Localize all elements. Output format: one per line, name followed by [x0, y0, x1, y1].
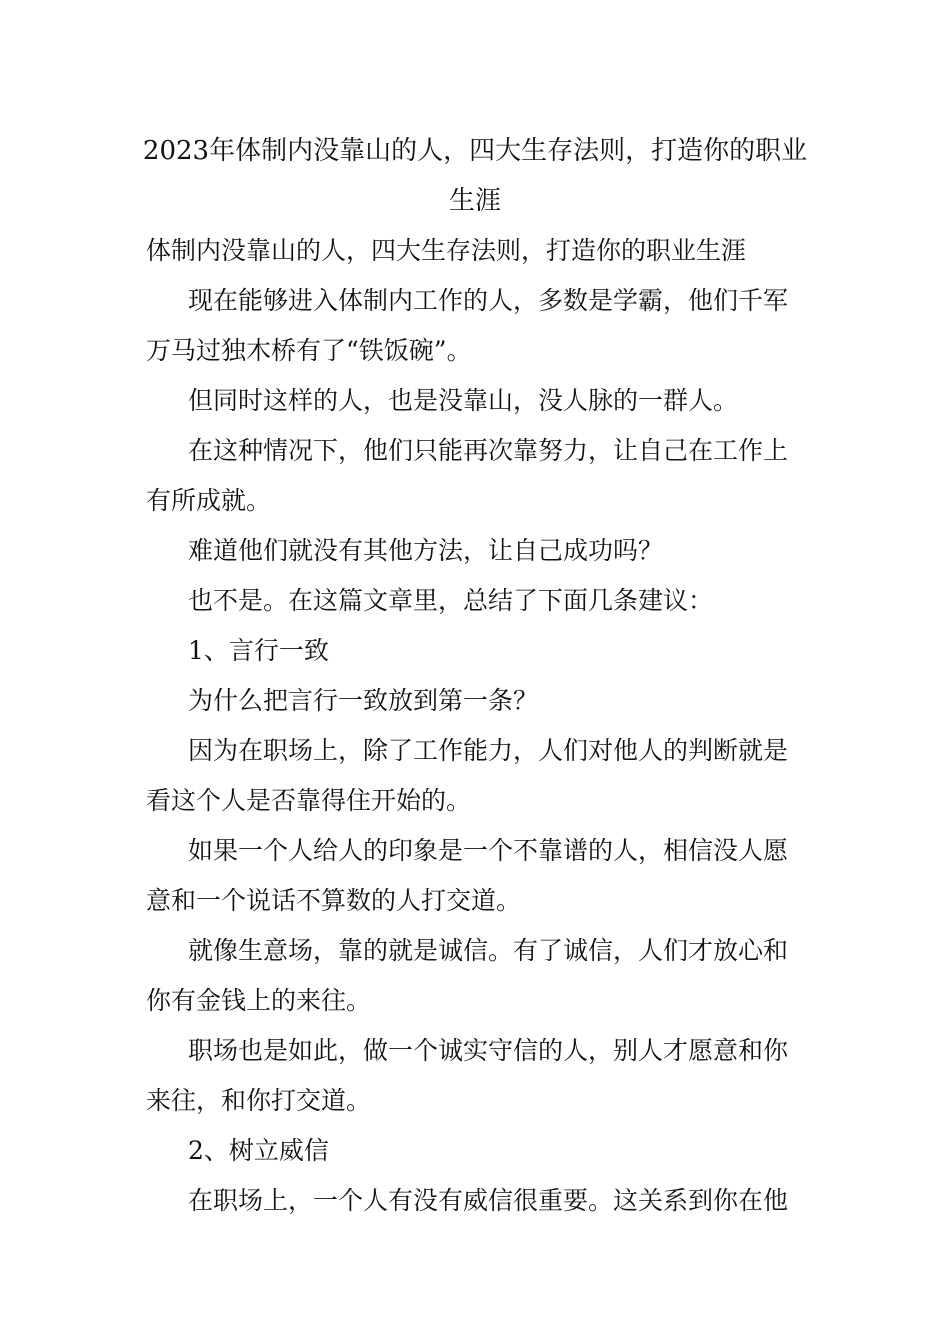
paragraph-line: 难道他们就没有其他方法，让自己成功吗？: [188, 536, 664, 565]
paragraph-line: 职场也是如此，做一个诚实守信的人，别人才愿意和你: [188, 1036, 789, 1065]
paragraph-line: 因为在职场上，除了工作能力，人们对他人的判断就是: [188, 736, 789, 765]
paragraph-line: 你有金钱上的来往。: [146, 986, 372, 1015]
paragraph-line: 如果一个人给人的印象是一个不靠谱的人，相信没人愿: [188, 836, 789, 865]
subtitle-line: 体制内没靠山的人，四大生存法则，打造你的职业生涯: [146, 236, 747, 265]
paragraph-line: 就像生意场，靠的就是诚信。有了诚信，人们才放心和: [188, 936, 789, 965]
section-heading-1: 1、言行一致: [188, 636, 329, 665]
paragraph-line: 看这个人是否靠得住开始的。: [146, 786, 472, 815]
paragraph-line: 为什么把言行一致放到第一条？: [188, 686, 539, 715]
paragraph-line: 现在能够进入体制内工作的人，多数是学霸，他们千军: [188, 286, 789, 315]
section-heading-2: 2、树立威信: [188, 1136, 329, 1165]
paragraph-line: 万马过独木桥有了“铁饭碗”。: [146, 336, 472, 365]
paragraph-line: 有所成就。: [146, 486, 272, 515]
paragraph-line: 来往，和你打交道。: [146, 1086, 372, 1115]
document-title-line-2: 生涯: [448, 186, 501, 216]
paragraph-line: 意和一个说话不算数的人打交道。: [146, 886, 522, 915]
paragraph-line: 在这种情况下，他们只能再次靠努力，让自己在工作上: [188, 436, 789, 465]
paragraph-line: 在职场上，一个人有没有威信很重要。这关系到你在他: [188, 1186, 789, 1215]
document-title-line-1: 2023年体制内没靠山的人，四大生存法则，打造你的职业: [142, 136, 808, 166]
paragraph-line: 也不是。在这篇文章里，总结了下面几条建议：: [188, 586, 714, 615]
paragraph-line: 但同时这样的人，也是没靠山，没人脉的一群人。: [188, 386, 739, 415]
